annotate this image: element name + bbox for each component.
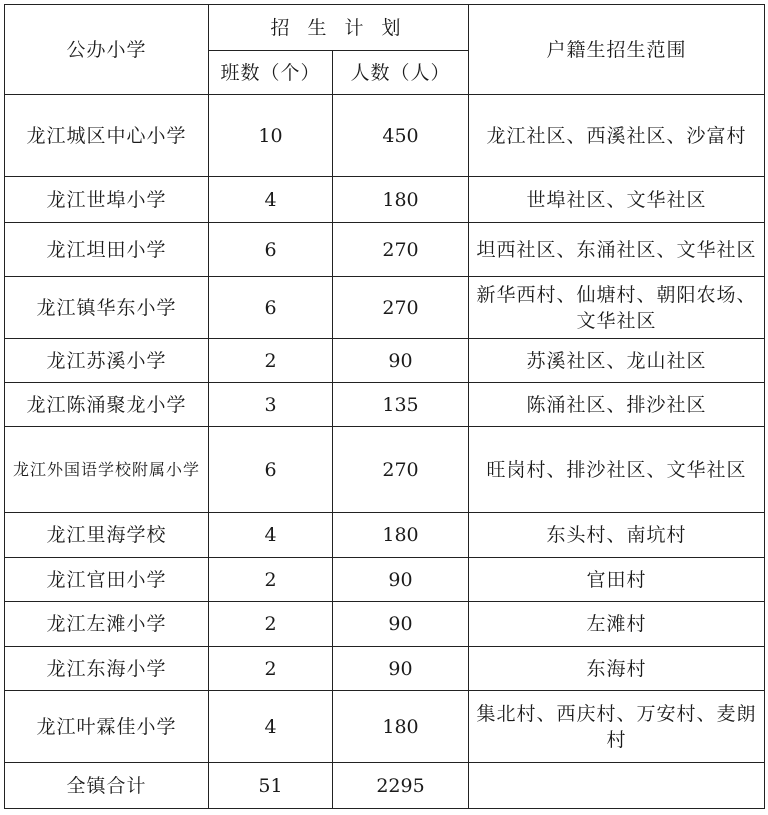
- enrollment-range: 坦西社区、东涌社区、文华社区: [469, 223, 765, 277]
- school-name: 龙江镇华东小学: [5, 277, 209, 339]
- header-range: 户籍生招生范围: [469, 5, 765, 95]
- table-row: [5, 427, 765, 513]
- class-count: 4: [209, 177, 333, 223]
- school-name: 龙江外国语学校附属小学: [5, 427, 209, 513]
- class-count: 6: [209, 427, 333, 513]
- enrollment-range: 左滩村: [469, 602, 765, 647]
- class-count: 2: [209, 602, 333, 647]
- school-name: 龙江苏溪小学: [5, 339, 209, 383]
- student-count: 90: [333, 558, 469, 602]
- student-count: 180: [333, 691, 469, 763]
- total-students: 2295: [333, 763, 469, 809]
- class-count: 4: [209, 691, 333, 763]
- table-row: [5, 513, 765, 558]
- student-count: 90: [333, 647, 469, 691]
- class-count: 2: [209, 647, 333, 691]
- student-count: 270: [333, 223, 469, 277]
- header-school: 公办小学: [5, 5, 209, 95]
- student-count: 180: [333, 177, 469, 223]
- total-classes: 51: [209, 763, 333, 809]
- table-row: [5, 177, 765, 223]
- school-name: 龙江里海学校: [5, 513, 209, 558]
- school-name: 龙江叶霖佳小学: [5, 691, 209, 763]
- table-row: [5, 95, 765, 177]
- table-row: [5, 647, 765, 691]
- student-count: 90: [333, 602, 469, 647]
- enrollment-range: 新华西村、仙塘村、朝阳农场、文华社区: [469, 277, 765, 339]
- student-count: 450: [333, 95, 469, 177]
- table-row: [5, 339, 765, 383]
- total-label: 全镇合计: [5, 763, 209, 809]
- table-row: [5, 383, 765, 427]
- student-count: 270: [333, 277, 469, 339]
- student-count: 180: [333, 513, 469, 558]
- table-row: [5, 558, 765, 602]
- class-count: 6: [209, 223, 333, 277]
- enrollment-range: 苏溪社区、龙山社区: [469, 339, 765, 383]
- class-count: 10: [209, 95, 333, 177]
- school-name: 龙江城区中心小学: [5, 95, 209, 177]
- student-count: 90: [333, 339, 469, 383]
- school-name: 龙江左滩小学: [5, 602, 209, 647]
- school-name: 龙江坦田小学: [5, 223, 209, 277]
- student-count: 135: [333, 383, 469, 427]
- class-count: 2: [209, 558, 333, 602]
- header-students: 人数（人）: [333, 51, 469, 95]
- school-name: 龙江世埠小学: [5, 177, 209, 223]
- total-range: [469, 763, 765, 809]
- header-plan-group: 招 生 计 划: [209, 5, 469, 51]
- student-count: 270: [333, 427, 469, 513]
- enrollment-range: 东头村、南坑村: [469, 513, 765, 558]
- table-row: [5, 602, 765, 647]
- class-count: 3: [209, 383, 333, 427]
- class-count: 4: [209, 513, 333, 558]
- enrollment-range: 旺岗村、排沙社区、文华社区: [469, 427, 765, 513]
- total-row: [5, 763, 765, 809]
- header-classes: 班数（个）: [209, 51, 333, 95]
- enrollment-range: 东海村: [469, 647, 765, 691]
- enrollment-range: 世埠社区、文华社区: [469, 177, 765, 223]
- school-name: 龙江陈涌聚龙小学: [5, 383, 209, 427]
- class-count: 6: [209, 277, 333, 339]
- enrollment-range: 集北村、西庆村、万安村、麦朗村: [469, 691, 765, 763]
- table-row: [5, 277, 765, 339]
- enrollment-range: 官田村: [469, 558, 765, 602]
- table-row: [5, 223, 765, 277]
- enrollment-range: 陈涌社区、排沙社区: [469, 383, 765, 427]
- enrollment-range: 龙江社区、西溪社区、沙富村: [469, 95, 765, 177]
- school-name: 龙江官田小学: [5, 558, 209, 602]
- school-name: 龙江东海小学: [5, 647, 209, 691]
- class-count: 2: [209, 339, 333, 383]
- enrollment-plan-table: [4, 4, 765, 809]
- table-row: [5, 691, 765, 763]
